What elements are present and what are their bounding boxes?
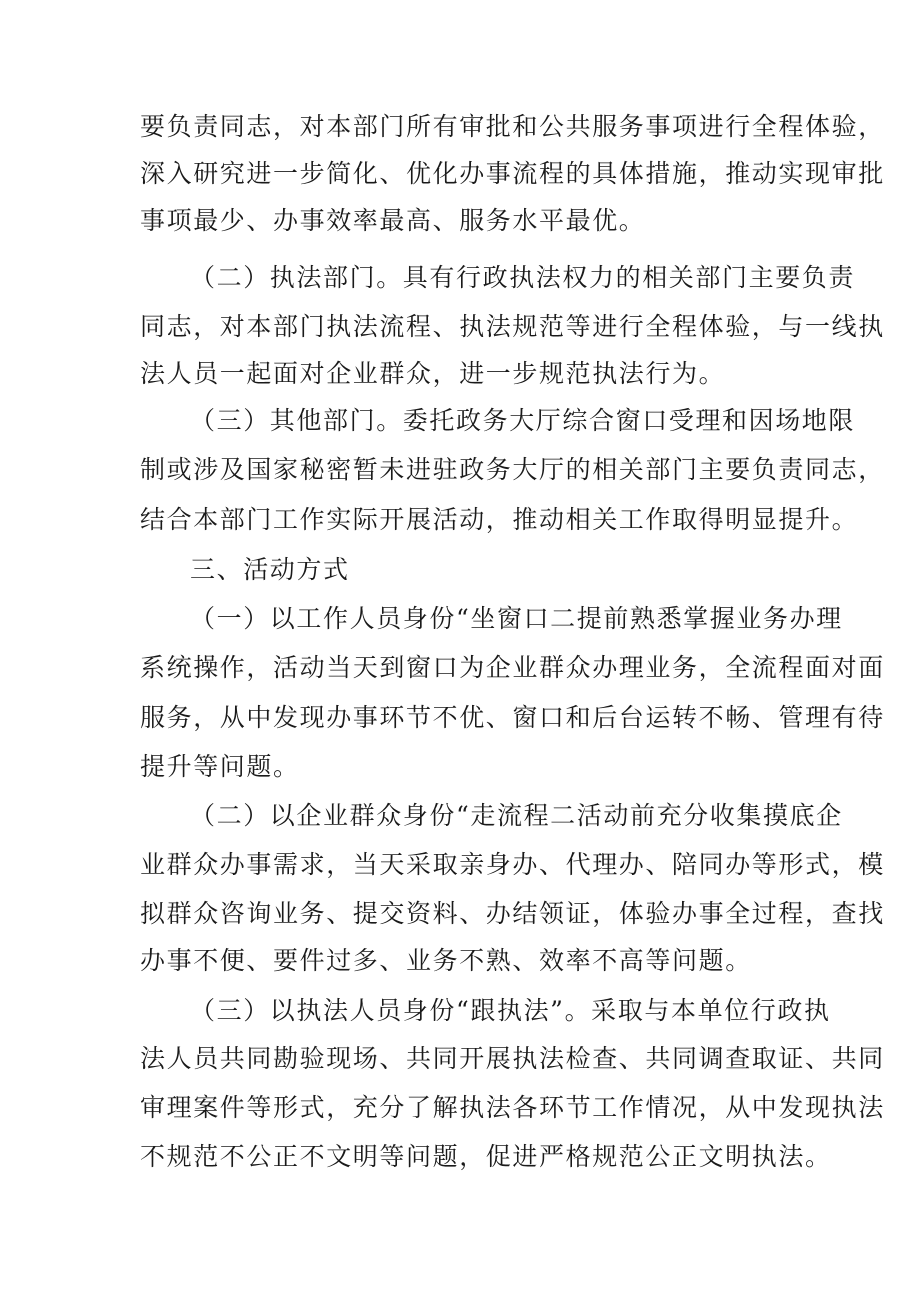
text-line: 法人员一起面对企业群众，进一步规范执法行为。 (140, 359, 726, 388)
section-heading-line: （三）以执法人员身份“跟执法”。采取与本单位行政执 (190, 996, 831, 1025)
text-line: 深入研究进一步简化、优化办事流程的具体措施，推动实现审批 (140, 159, 885, 188)
text-line: 结合本部门工作实际开展活动，推动相关工作取得明显提升。 (140, 505, 859, 534)
text-line: 业群众办事需求，当天采取亲身办、代理办、陪同办等形式，模 (140, 850, 885, 879)
text-line: 拟群众咨询业务、提交资料、办结领证，体验办事全过程，查找 (140, 899, 885, 928)
text-line: 事项最少、办事效率最高、服务水平最优。 (140, 206, 646, 235)
text-line: 不规范不公正不文明等问题，促进严格规范公正文明执法。 (140, 1142, 832, 1171)
section-heading-line: （一）以工作人员身份“坐窗口二提前熟悉掌握业务办理 (190, 604, 843, 633)
section-heading-line: （二）执法部门。具有行政执法权力的相关部门主要负责 (190, 263, 856, 292)
text-line: 办事不便、要件过多、业务不熟、效率不高等问题。 (140, 946, 752, 975)
text-line: 审理案件等形式，充分了解执法各环节工作情况，从中发现执法 (140, 1093, 885, 1122)
section-heading-line: （三）其他部门。委托政务大厅综合窗口受理和因场地限 (190, 406, 856, 435)
text-line: 同志，对本部门执法流程、执法规范等进行全程体验，与一线执 (140, 312, 885, 341)
text-line: 制或涉及国家秘密暂未进驻政务大厅的相关部门主要负责同志， (140, 455, 885, 484)
text-line: 系统操作，活动当天到窗口为企业群众办理业务，全流程面对面 (140, 653, 885, 682)
text-line: 服务，从中发现办事环节不优、窗口和后台运转不畅、管理有待 (140, 703, 885, 732)
section-heading-line: （二）以企业群众身份“走流程二活动前充分收集摸底企 (190, 801, 843, 830)
text-line: 法人员共同勘验现场、共同开展执法检查、共同调查取证、共同 (140, 1044, 885, 1073)
text-line: 要负责同志，对本部门所有审批和公共服务事项进行全程体验， (140, 112, 885, 141)
section-title: 三、活动方式 (190, 555, 350, 584)
text-line: 提升等问题。 (140, 752, 300, 781)
